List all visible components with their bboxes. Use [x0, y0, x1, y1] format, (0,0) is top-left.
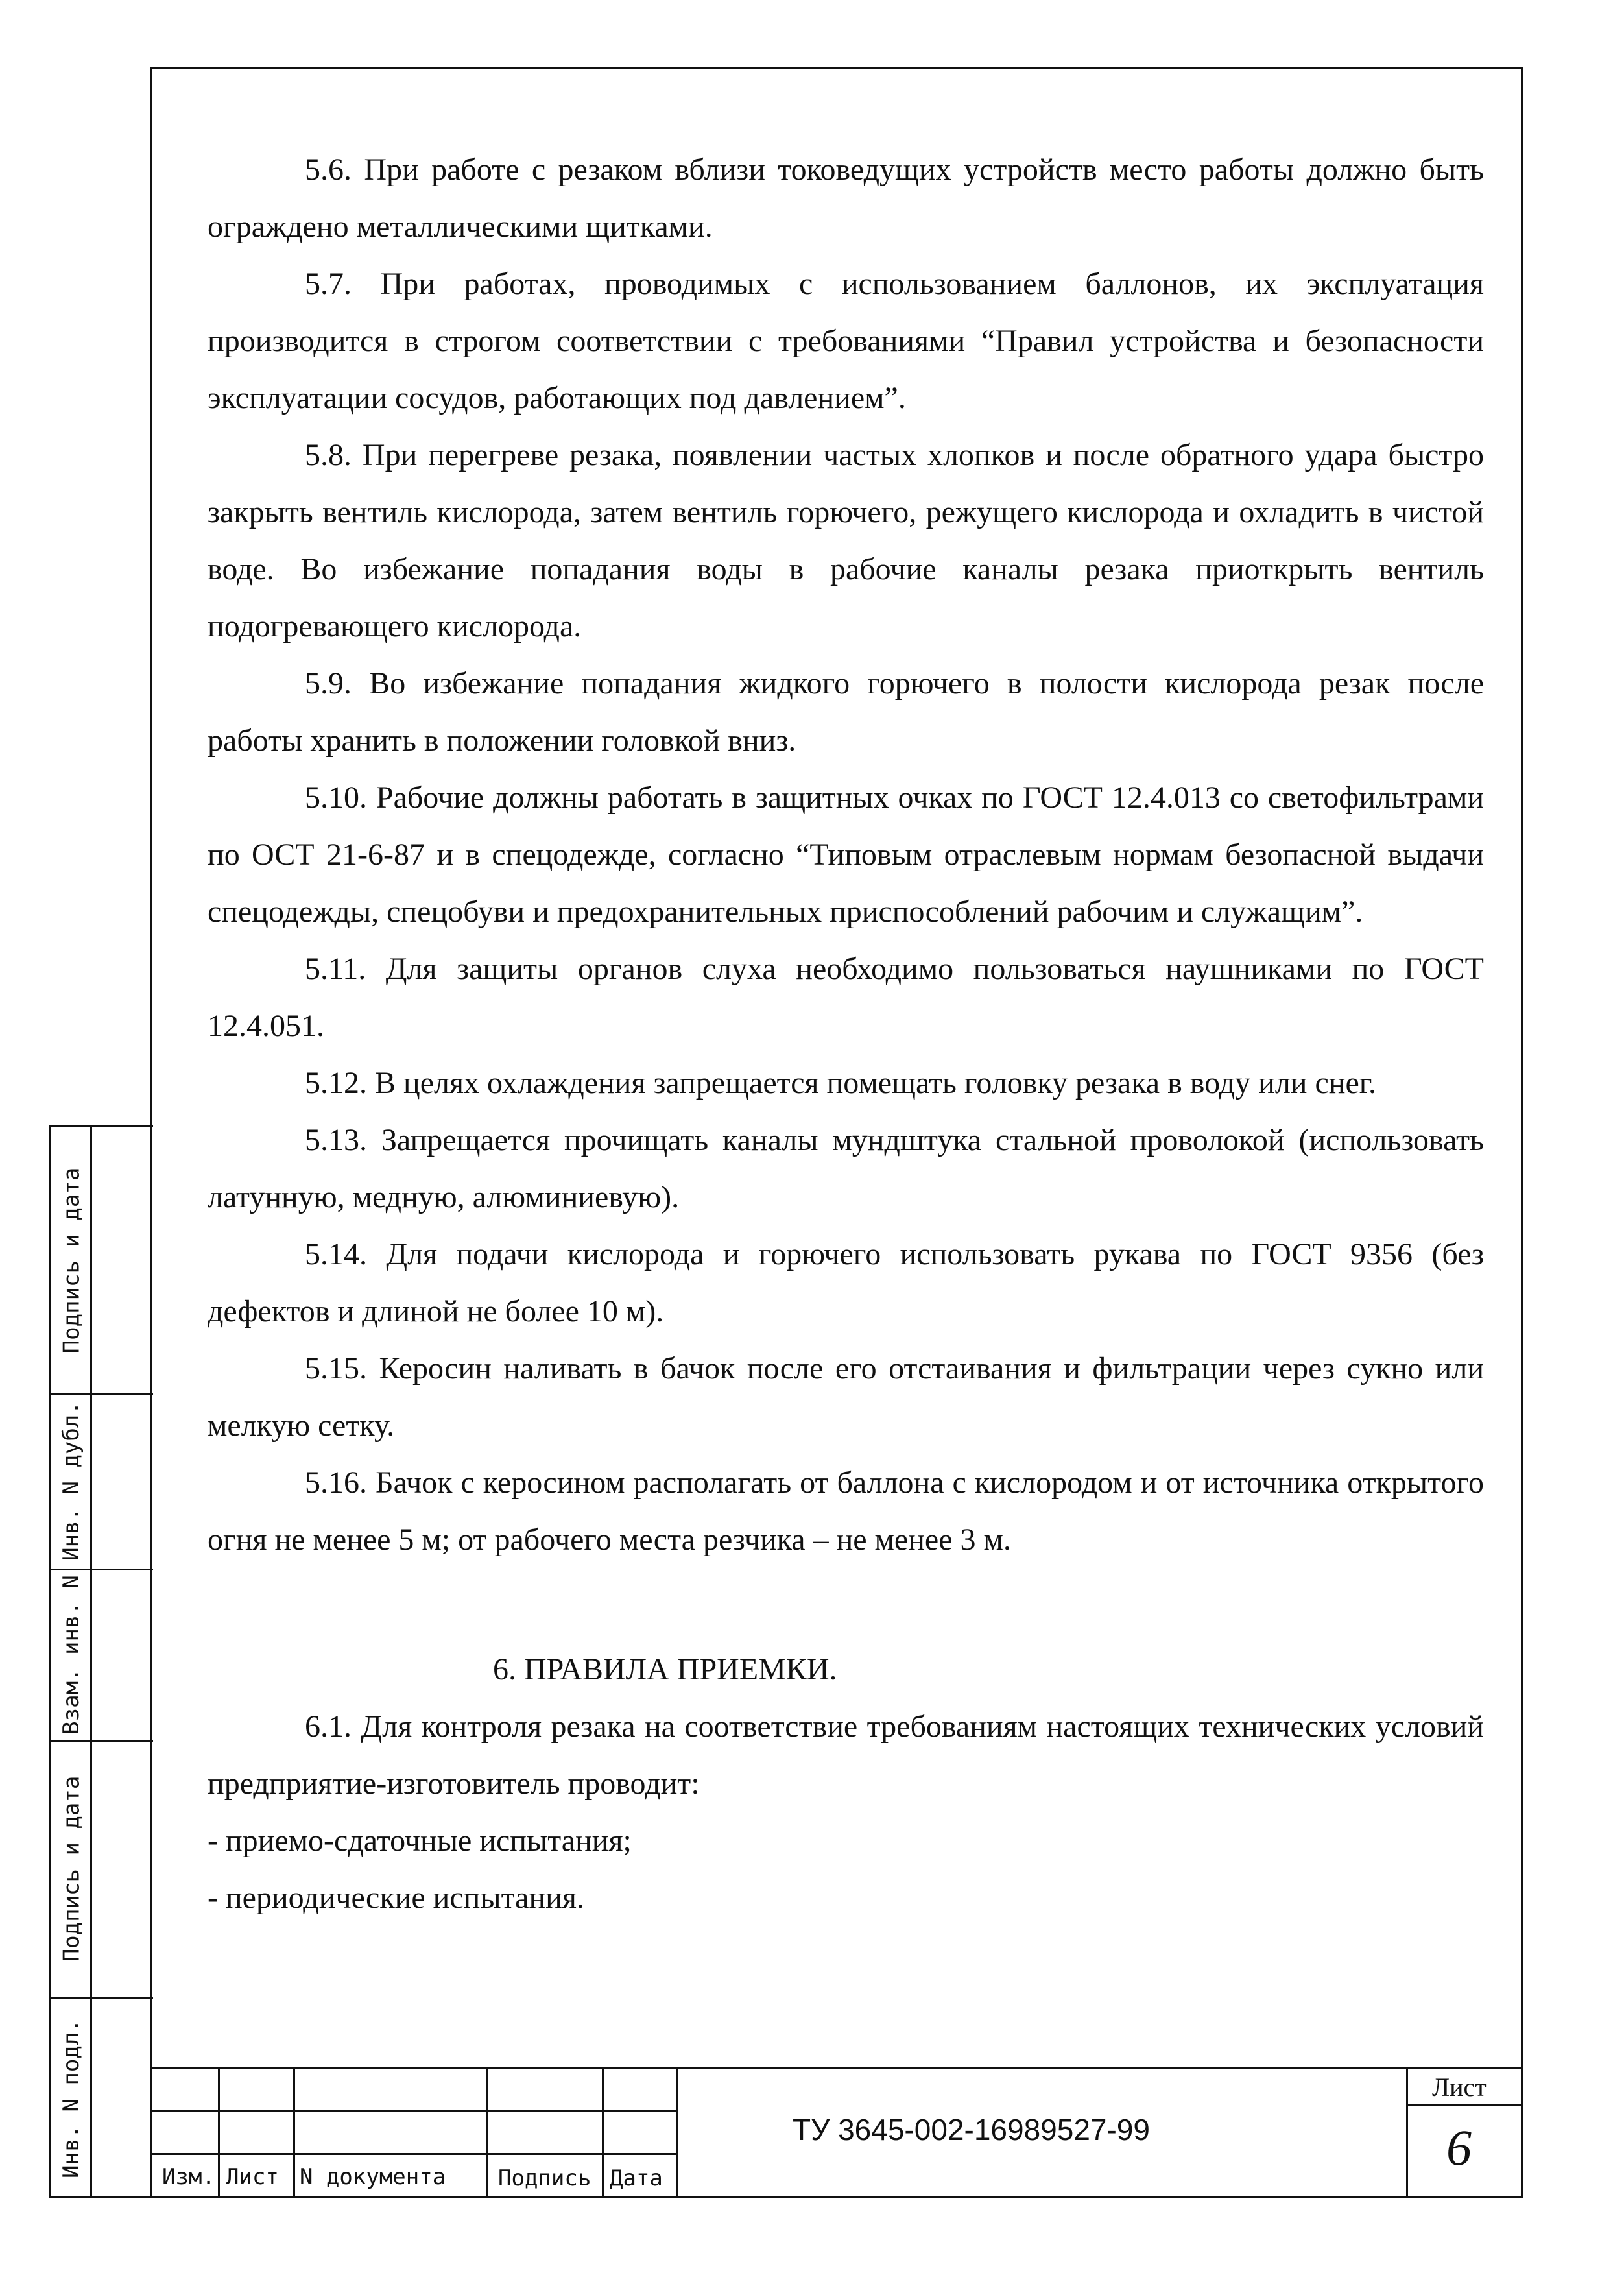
list-item: - периодические испытания.: [208, 1881, 584, 1915]
paragraph-5-12: 5.12. В целях охлаждения запрещается помещать головку резака в воду или снег.: [305, 1066, 1377, 1100]
paragraph-5-15: 5.15. Керосин наливать в бачок после его отстаивания и фильтрации через сукно или мелкую сетку.: [208, 1351, 1484, 1443]
col-podp-label: Подпись: [498, 2165, 591, 2191]
paragraph-5-6: 5.6. При работе с резаком вблизи токоведущих устройств место работы должно быть ограждено металлическими щитками.: [208, 152, 1484, 244]
col-list-label: Лист: [226, 2164, 279, 2190]
col-data-label: Дата: [610, 2165, 663, 2191]
paragraph-5-14: 5.14. Для подачи кислорода и горючего использовать рукава по ГОСТ 9356 (без дефектов и длиной не более 10 м).: [208, 1237, 1484, 1329]
title-block-divider: [602, 2067, 604, 2198]
title-block-divider: [1406, 2104, 1523, 2106]
paragraph-5-10: 5.10. Рабочие должны работать в защитных очках по ГОСТ 12.4.013 со светофильтрами по ОСТ 21-6-87 и в спецодежде, согласно “Типовым отраслевым нормам безопасной выдачи спецодежды, спецобуви и предохранительных приспособлений рабочим и служащим”.: [208, 780, 1484, 929]
col-ndoc-label: N документа: [300, 2164, 446, 2190]
side-stamp-label: Подпись и дата: [58, 1775, 85, 1962]
side-stamp-label: Взам. инв. N: [58, 1574, 85, 1735]
paragraph-6-1: 6.1. Для контроля резака на соответствие требованиям настоящих технических условий предприятие-изготовитель проводит:: [208, 1709, 1484, 1801]
paragraph-5-11: 5.11. Для защиты органов слуха необходимо пользоваться наушниками по ГОСТ 12.4.051.: [208, 952, 1484, 1043]
side-stamp-label: Инв. N подл.: [58, 2018, 85, 2178]
paragraph-5-8: 5.8. При перегреве резака, появлении частых хлопков и после обратного удара быстро закрыть вентиль кислорода, затем вентиль горючего, режущего кислорода и охладить в чистой воде. Во избежание попадания воды в рабочие каналы резака приоткрыть вентиль подогревающего кислорода.: [208, 438, 1484, 644]
side-stamp-label: Подпись и дата: [58, 1167, 85, 1354]
title-block-divider: [1406, 2067, 1408, 2198]
side-stamp-divider: [90, 1127, 92, 2196]
paragraph-5-9: 5.9. Во избежание попадания жидкого горючего в полости кислорода резак после работы хранить в положении головкой вниз.: [208, 666, 1484, 758]
col-izm-label: Изм.: [162, 2164, 215, 2190]
sheet-number: 6: [1446, 2119, 1472, 2176]
document-body: [208, 141, 1484, 1927]
sheet-label: Лист: [1432, 2073, 1487, 2102]
title-block-divider: [486, 2067, 488, 2198]
section-title: 6. ПРАВИЛА ПРИЕМКИ.: [493, 1652, 837, 1687]
paragraph-5-7: 5.7. При работах, проводимых с использованием баллонов, их эксплуатация производится в строгом соответствии с требованиями “Правил устройства и безопасности эксплуатации сосудов, работающих под давлением”.: [208, 267, 1484, 415]
title-block-divider: [218, 2067, 220, 2198]
paragraph-5-16: 5.16. Бачок с керосином располагать от баллона с кислородом и от источника открытого огня не менее 5 м; от рабочего места резчика – не менее 3 м.: [208, 1465, 1484, 1557]
side-stamp-label: Инв. N дубл.: [58, 1401, 85, 1561]
title-block-border: [150, 2067, 1523, 2069]
title-block-divider: [676, 2067, 678, 2198]
title-block-divider: [150, 2153, 676, 2155]
title-block-divider: [150, 2110, 676, 2112]
list-item: - приемо-сдаточные испытания;: [208, 1823, 632, 1858]
document-code: ТУ 3645-002-16989527-99: [793, 2113, 1150, 2147]
side-stamp: [49, 1125, 153, 2198]
section-gap: [208, 1569, 1484, 1641]
title-block-divider: [293, 2067, 295, 2198]
paragraph-5-13: 5.13. Запрещается прочищать каналы мундштука стальной проволокой (использовать латунную, медную, алюминиевую).: [208, 1123, 1484, 1214]
title-block: [150, 2067, 1523, 2198]
